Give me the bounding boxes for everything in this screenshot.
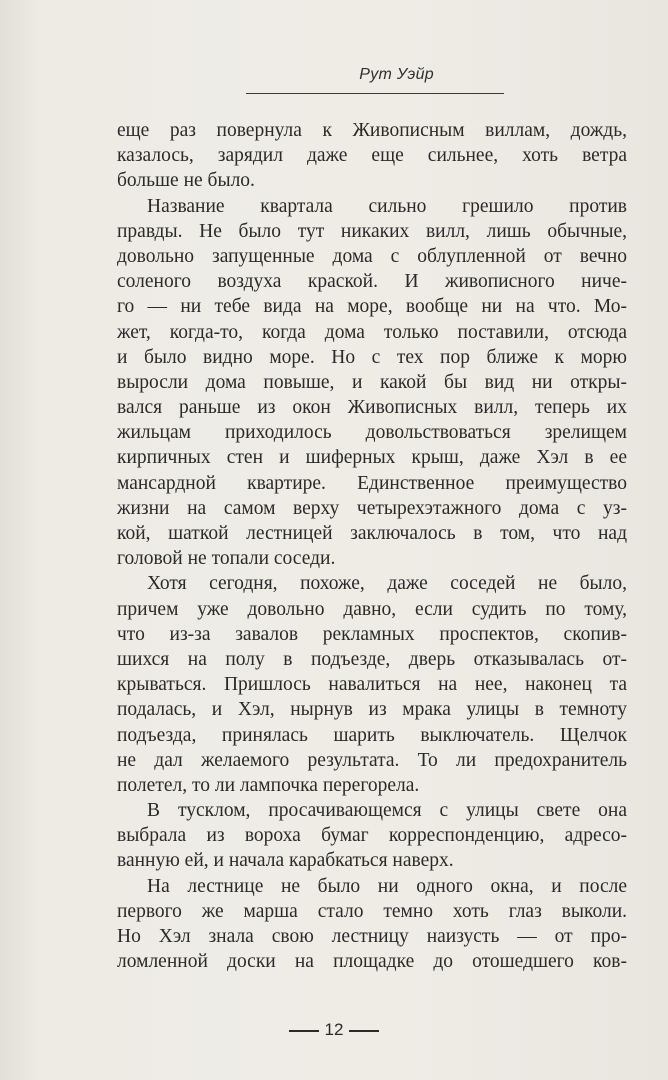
text-line: Хотя сегодня, похоже, даже соседей не было,: [147, 573, 627, 595]
text-line: вался раньше из окон Живописных вилл, теперь их: [117, 397, 627, 419]
text-line: крываться. Пришлось навалиться на нее, наконец та: [117, 674, 627, 696]
text-line: еще раз повернула к Живописным виллам, дождь,: [117, 120, 627, 141]
text-line: подъезда, принялась шарить выключатель. Щелчок: [117, 724, 627, 746]
text-line: го — ни тебе вида на море, вообще ни на что. Мо-: [117, 296, 627, 318]
text-line: что из-за завалов рекламных проспектов, скопив-: [117, 623, 627, 645]
text-line: кой, шаткой лестницей заключалось в том, что над: [117, 523, 627, 544]
text-line: первого же марша стало темно хоть глаз выколи.: [117, 900, 627, 922]
header-rule: [246, 93, 504, 94]
text-line: Название квартала сильно грешило против: [147, 195, 627, 217]
text-line: жильцам приходилось довольствоваться зрелищем: [117, 422, 627, 444]
page-number: 12: [324, 1020, 344, 1039]
text-line: головой не топали соседи.: [117, 548, 336, 570]
text-line: соленого воздуха краской. И живописного ниче-: [117, 271, 627, 293]
text-line: В тусклом, просачивающемся с улицы свете она: [147, 800, 627, 822]
page-folio: [0, 1020, 668, 1040]
text-line: подалась, и Хэл, нырнув из мрака улицы в темноту: [117, 699, 627, 721]
text-line: мансардной квартире. Единственное преимущество: [117, 472, 627, 494]
text-line: и было видно море. Но с тех пор ближе к морю: [117, 346, 627, 368]
text-line: казалось, зарядил даже еще сильнее, хоть ветра: [117, 145, 627, 167]
text-line: жет, когда-то, когда дома только поставили, отсюда: [117, 321, 627, 343]
folio-dash-left: [289, 1030, 319, 1032]
text-line: правды. Не было тут никаких вилл, лишь обычные,: [117, 220, 627, 242]
running-header: [246, 64, 504, 94]
running-title: Рут Уэйр: [359, 66, 434, 83]
folio-dash-right: [349, 1030, 379, 1032]
text-line: жизни на самом верху четырехэтажного дома с уз-: [117, 497, 627, 519]
body-text: [117, 118, 627, 974]
text-line: ломленной доски на площадке до отошедшего ков-: [117, 951, 627, 973]
text-line: не дал желаемого результата. То ли предохранитель: [117, 749, 627, 771]
text-line: Но Хэл знала свою лестницу наизусть — от про-: [117, 926, 627, 947]
text-line: больше не было.: [117, 170, 255, 192]
text-line: кирпичных стен и шиферных крыш, даже Хэл в ее: [117, 447, 627, 469]
text-line: довольно запущенные дома с облупленной от вечно: [117, 245, 627, 267]
text-line: выросли дома повыше, и какой бы вид ни откры-: [117, 371, 627, 393]
text-line: выбрала из вороха бумаг корреспонденцию, адресо-: [117, 825, 627, 847]
text-line: шихся на полу в подъезде, дверь отказывалась от-: [117, 648, 627, 670]
text-line: ванную ей, и начала карабкаться наверх.: [117, 850, 454, 872]
text-line: причем уже довольно давно, если судить по тому,: [117, 598, 627, 620]
text-line: полетел, то ли лампочка перегорела.: [117, 774, 420, 796]
text-line: На лестнице не было ни одного окна, и после: [147, 875, 627, 897]
